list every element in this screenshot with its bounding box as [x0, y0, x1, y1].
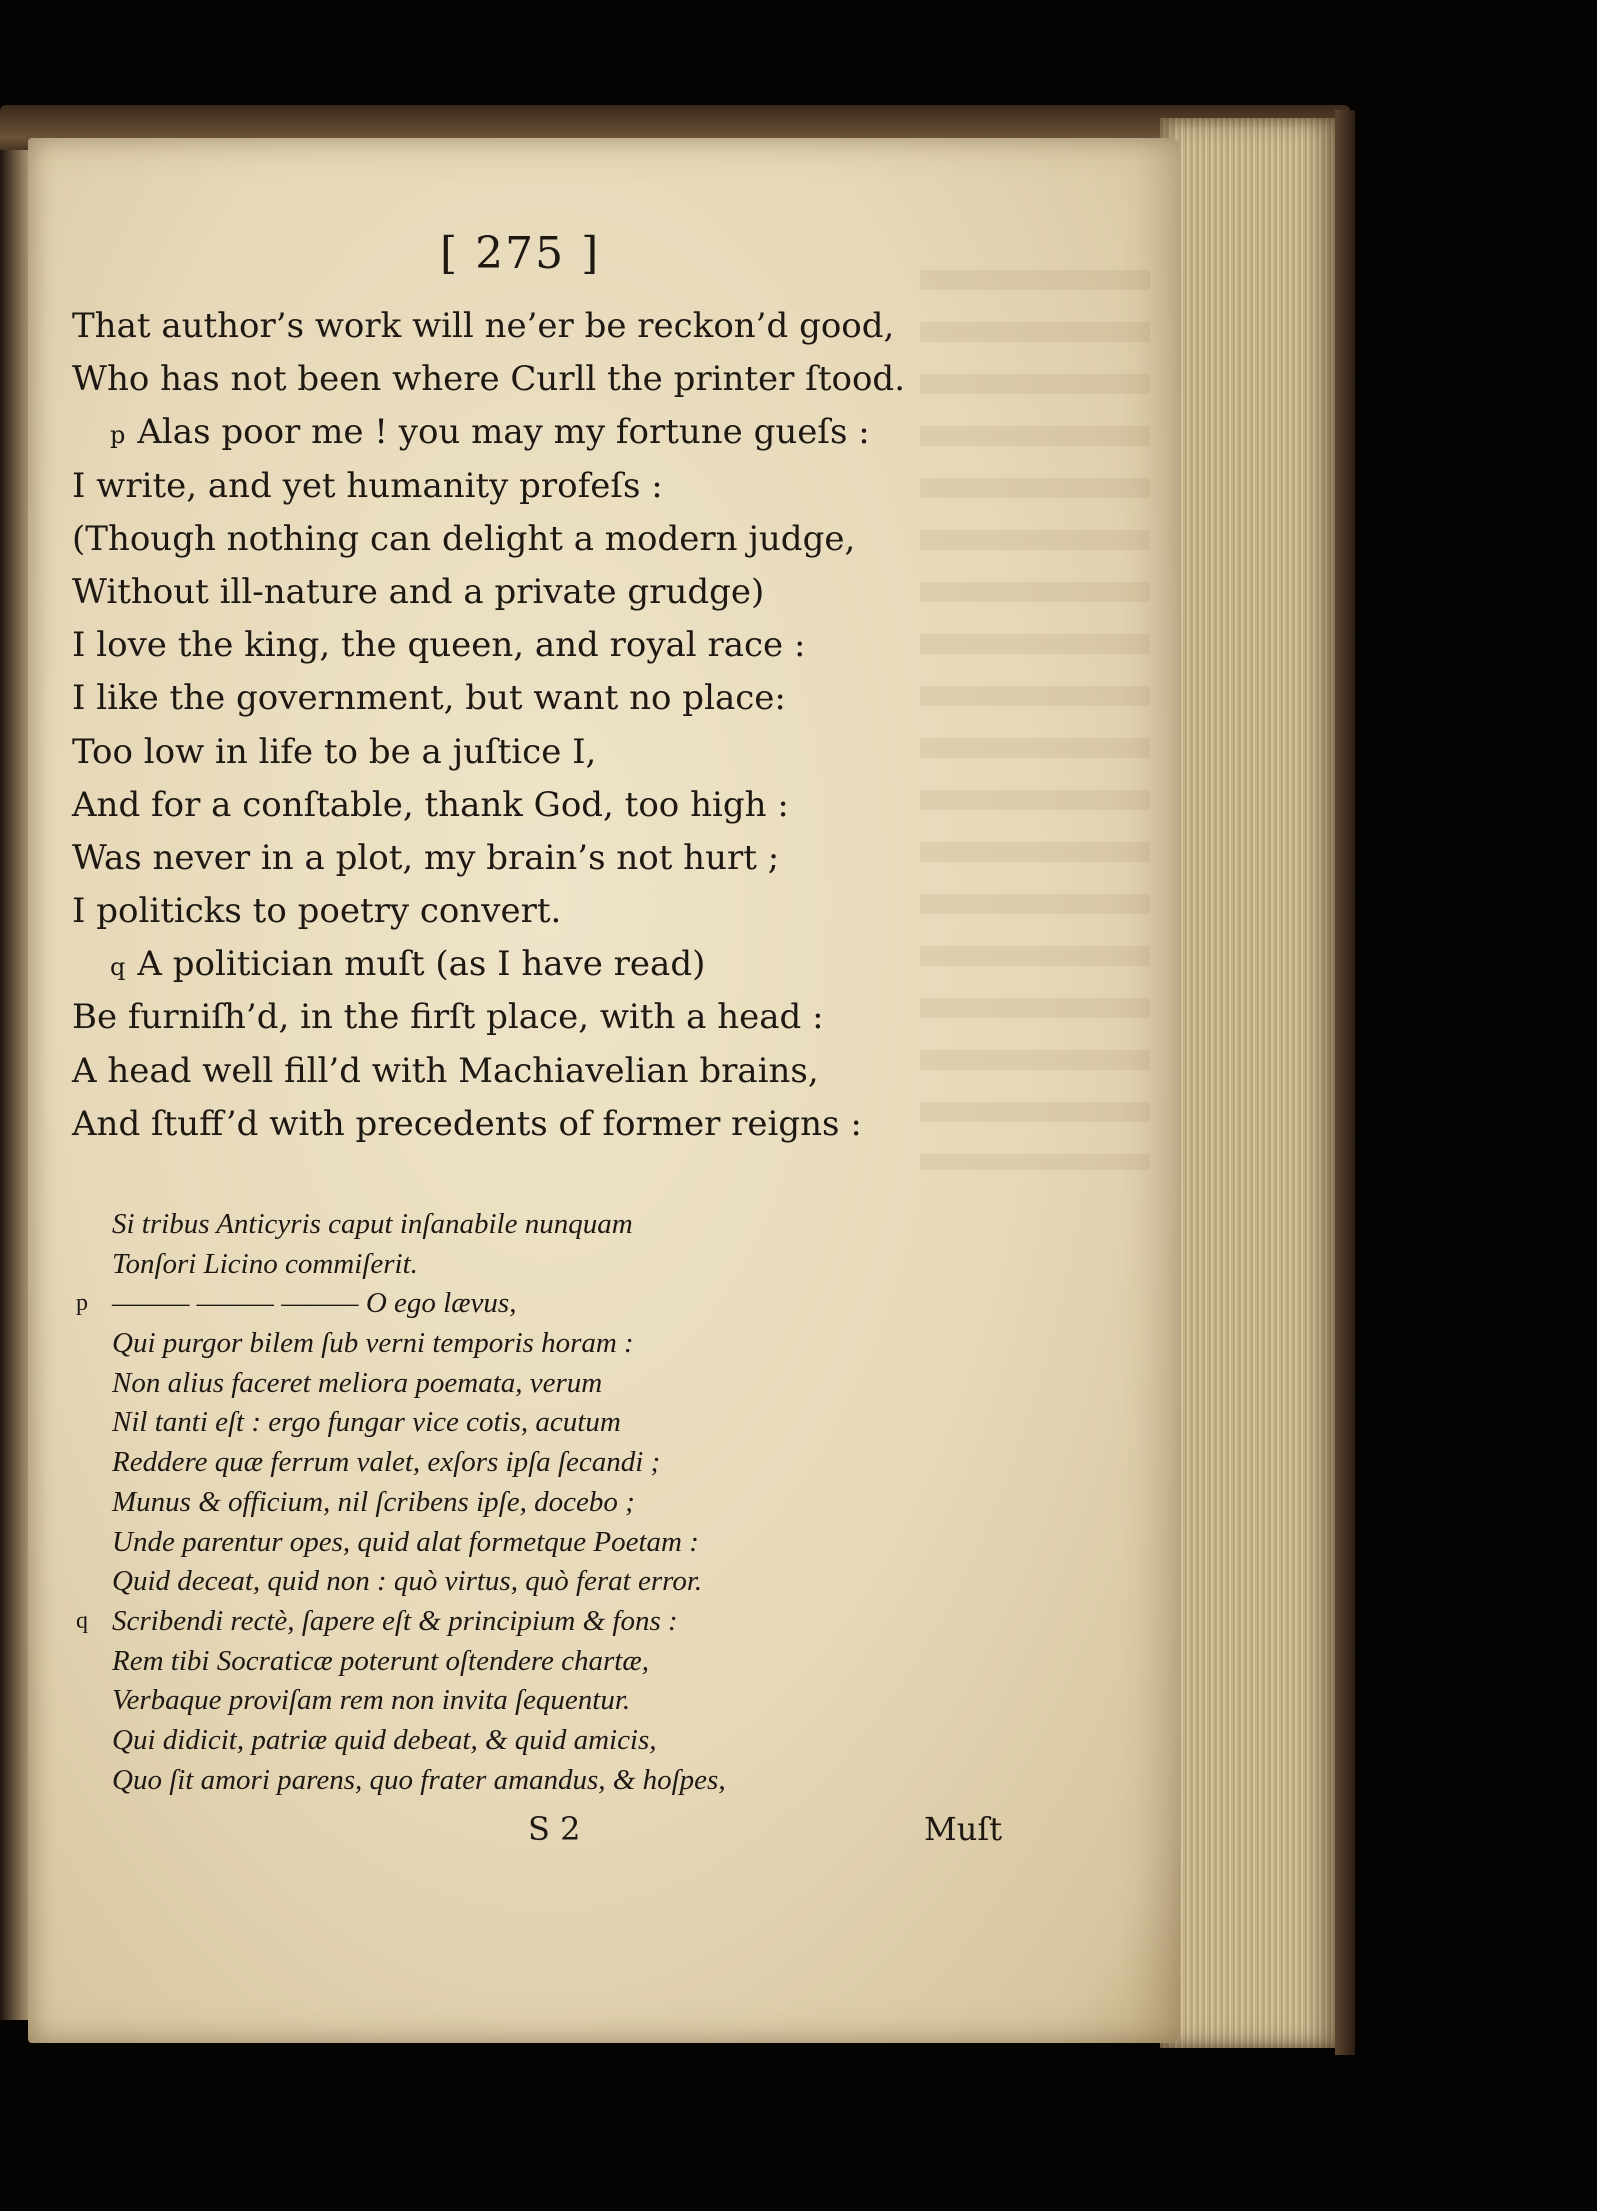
latin-line: Munus & officium, nil ſcribens ipſe, docebo ; — [112, 1485, 635, 1518]
latin-line: Si tribus Anticyris caput inſanabile nunquam — [112, 1208, 633, 1240]
latin-line: Qui purgor bilem ſub verni temporis horam : — [112, 1327, 634, 1360]
footnote-mark: q — [76, 1607, 88, 1634]
latin-line: Nil tanti eſt : ergo fungar vice cotis, acutum — [112, 1406, 621, 1439]
verse-line: A head well fill’d with Machiavelian brains, — [72, 1050, 819, 1091]
verse-line: Who has not been where Curll the printer ſtood. — [72, 359, 905, 400]
show-through-text — [920, 270, 1150, 1170]
verse-line: p Alas poor me ! you may my fortune gueſs : — [110, 412, 870, 453]
latin-footnote-block — [76, 1205, 726, 1800]
latin-line: Rem tibi Socraticæ poterunt oſtendere chartæ, — [112, 1644, 649, 1677]
verse-line: I politicks to poetry convert. — [72, 891, 562, 932]
latin-line: Tonſori Licino commiſerit. — [112, 1247, 418, 1280]
latin-line: Quo ſit amori parens, quo frater amandus, & hoſpes, — [112, 1763, 726, 1796]
verse-line: I love the king, the queen, and royal race : — [72, 625, 806, 666]
latin-line: Non alius faceret meliora poemata, verum — [112, 1366, 603, 1399]
verse-line: Was never in a plot, my brain’s not hurt ; — [72, 837, 780, 878]
signature-mark: S 2 — [528, 1810, 581, 1848]
latin-line: q Scribendi rectè, ſapere eſt & principium & fons : — [112, 1602, 726, 1642]
verse-line: And ſtuff’d with precedents of former reigns : — [72, 1103, 862, 1144]
latin-line: Reddere quæ ferrum valet, exſors ipſa ſecandi ; — [112, 1446, 661, 1479]
page-header: [ 275 ] — [440, 228, 601, 279]
footnote-mark: q — [110, 953, 126, 982]
verse-line: That author’s work will ne’er be reckon’d good, — [72, 306, 895, 346]
footnote-mark: p — [110, 421, 126, 450]
page-block-edges — [1160, 118, 1345, 2048]
latin-line: Unde parentur opes, quid alat formetque Poetam : — [112, 1525, 699, 1558]
cover-edge-right — [1335, 110, 1355, 2055]
verse-line: I like the government, but want no place: — [72, 678, 786, 719]
verse-line: Too low in life to be a juſtice I, — [72, 731, 597, 772]
verse-line: Without ill-nature and a private grudge) — [72, 571, 765, 612]
latin-line: p ——— ——— ——— O ego lævus, — [112, 1284, 726, 1324]
catchword: Muſt — [924, 1810, 1003, 1848]
verse-line: Be furniſh’d, in the firſt place, with a head : — [72, 997, 824, 1038]
latin-line: Qui didicit, patriæ quid debeat, & quid amicis, — [112, 1723, 657, 1756]
footnote-mark: p — [76, 1290, 88, 1317]
latin-line: Quid deceat, quid non : quò virtus, quò ferat error. — [112, 1565, 703, 1598]
verse-line: q A politician muſt (as I have read) — [110, 944, 706, 985]
verse-block — [72, 300, 905, 1151]
verse-line: I write, and yet humanity profeſs : — [72, 465, 663, 506]
verse-line: (Though nothing can delight a modern judge, — [72, 518, 856, 559]
verse-line: And for a conſtable, thank God, too high : — [72, 784, 789, 825]
latin-line: Verbaque proviſam rem non invita ſequentur. — [112, 1684, 631, 1717]
